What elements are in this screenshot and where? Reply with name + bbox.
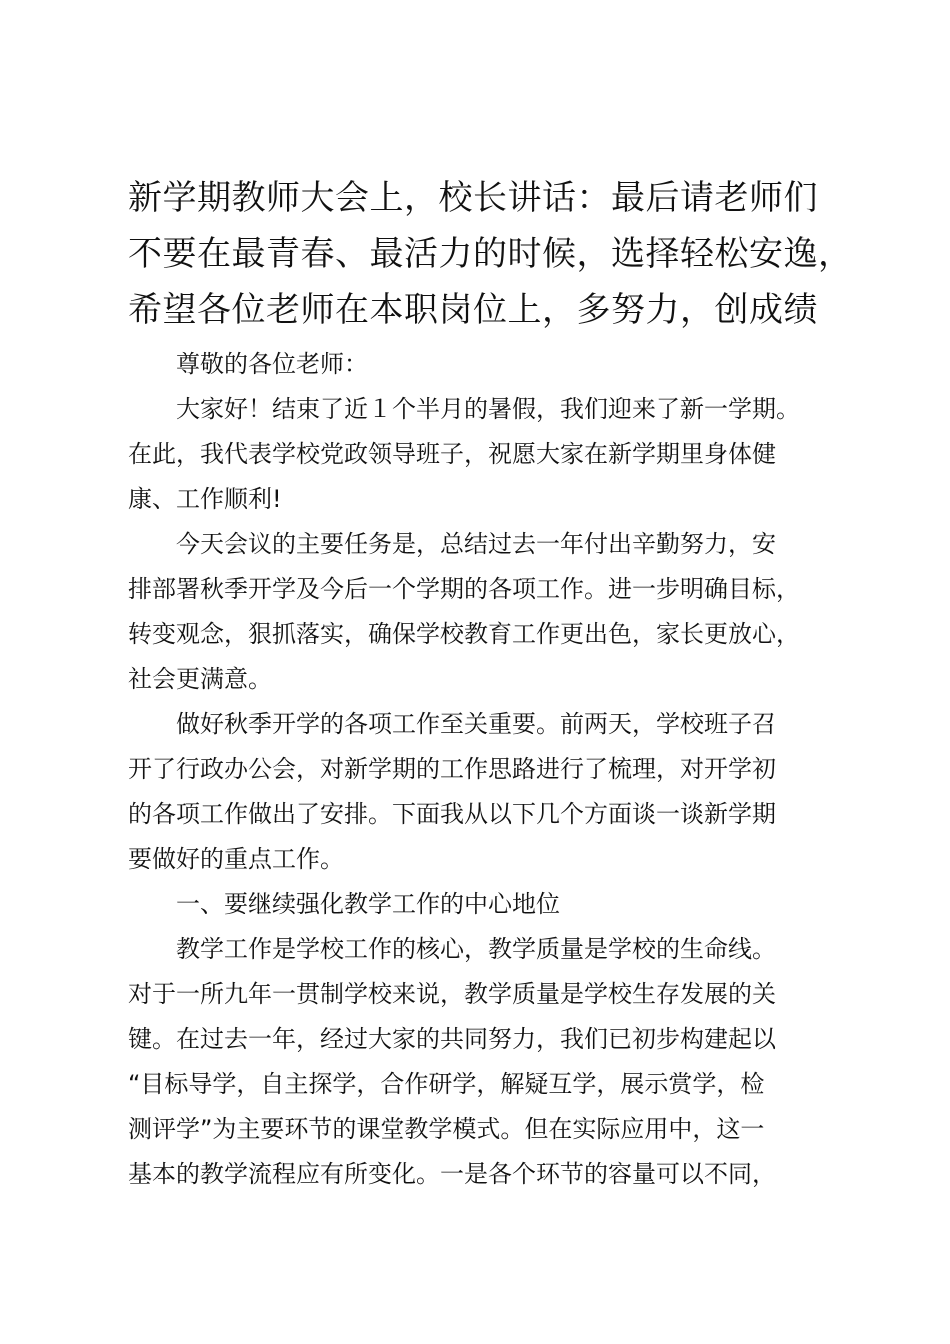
- paragraph-line: 的各项工作做出了安排。下面我从以下几个方面谈一谈新学期: [128, 800, 776, 828]
- paragraph-teaching-core: [128, 927, 848, 1197]
- paragraph-line: 对于一所九年一贯制学校来说，教学质量是学校生存发展的关: [128, 980, 776, 1008]
- section-heading-1: [128, 882, 848, 927]
- paragraph-line: 教学工作是学校工作的核心，教学质量是学校的生命线。: [176, 935, 776, 963]
- paragraph-line: 在此，我代表学校党政领导班子，祝愿大家在新学期里身体健: [128, 440, 776, 468]
- paragraph-line: 开了行政办公会，对新学期的工作思路进行了梳理，对开学初: [128, 755, 776, 783]
- paragraph-line: 康、工作顺利!: [128, 485, 282, 513]
- paragraph-meeting-task: [128, 522, 848, 702]
- paragraph-line: 排部署秋季开学及今后一个学期的各项工作。进一步明确目标，: [128, 575, 800, 603]
- paragraph-greeting: [128, 387, 848, 522]
- paragraph-line: 社会更满意。: [128, 665, 272, 693]
- title-line: 希望各位老师在本职岗位上，多努力，创成绩: [128, 290, 818, 330]
- paragraph-line: 测评学”为主要环节的课堂教学模式。但在实际应用中，这一: [128, 1115, 765, 1143]
- paragraph-line: 转变观念，狠抓落实，确保学校教育工作更出色，家长更放心，: [128, 620, 800, 648]
- document-body: [128, 342, 848, 1197]
- paragraph-line: 基本的教学流程应有所变化。一是各个环节的容量可以不同，: [128, 1160, 776, 1188]
- salutation: 尊敬的各位老师：: [176, 350, 368, 378]
- paragraph-line: 做好秋季开学的各项工作至关重要。前两天，学校班子召: [176, 710, 776, 738]
- paragraph-line: 要做好的重点工作。: [128, 845, 344, 873]
- document-title: [128, 170, 853, 338]
- title-line: 不要在最青春、最活力的时候，选择轻松安逸，: [128, 234, 853, 274]
- document-page: [128, 170, 853, 1197]
- paragraph-line: 今天会议的主要任务是，总结过去一年付出辛勤努力，安: [176, 530, 776, 558]
- section-heading: 一、要继续强化教学工作的中心地位: [176, 890, 560, 918]
- paragraph-line: “目标导学，自主探学，合作研学，解疑互学，展示赏学，检: [128, 1070, 765, 1098]
- paragraph-line: 大家好！结束了近１个半月的暑假，我们迎来了新一学期。: [176, 395, 800, 423]
- paragraph-line: 键。在过去一年，经过大家的共同努力，我们已初步构建起以: [128, 1025, 776, 1053]
- paragraph-autumn-opening: [128, 702, 848, 882]
- title-line: 新学期教师大会上，校长讲话：最后请老师们: [128, 178, 818, 218]
